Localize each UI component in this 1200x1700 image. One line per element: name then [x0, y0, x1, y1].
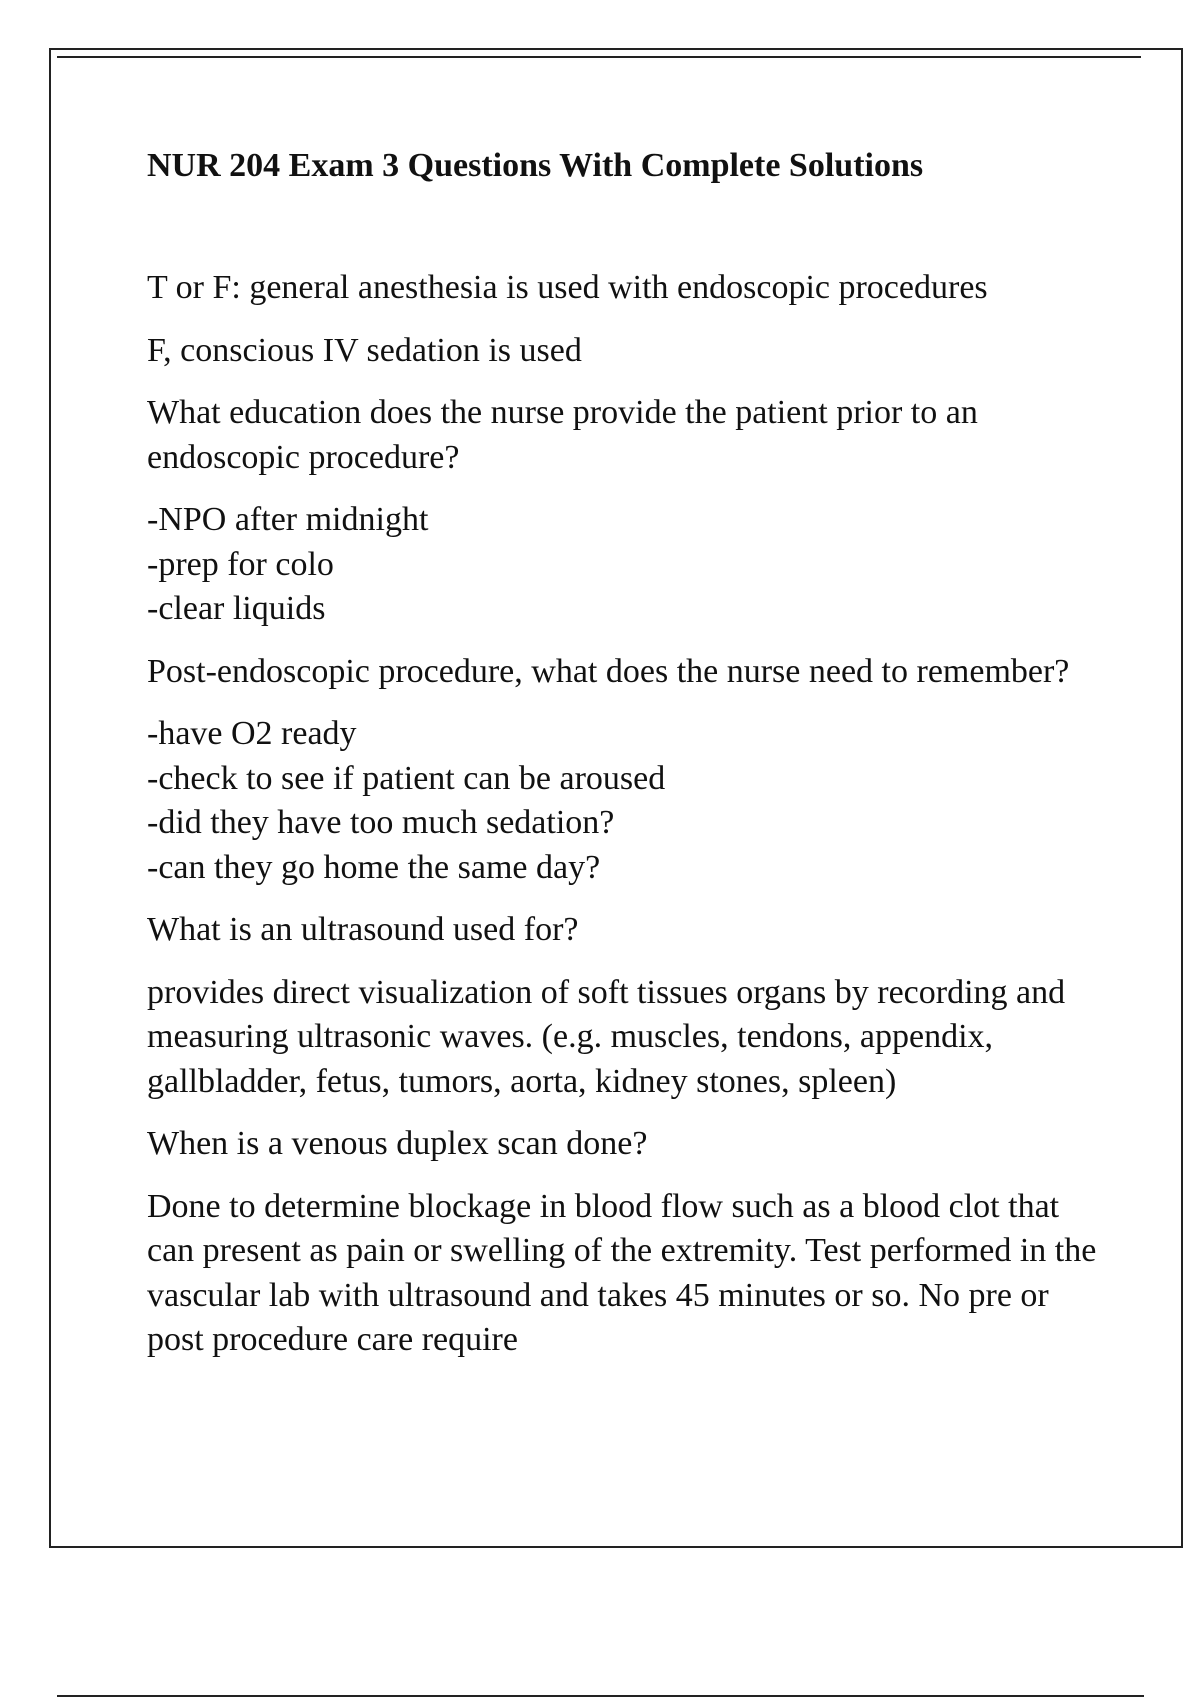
document-content [147, 146, 1107, 1381]
answer-line: -clear liquids [147, 590, 326, 627]
answer-5: Done to determine blockage in blood flow such as a blood clot that can present as pain or swelling of the extremity. Test performed in the vascular lab with ultrasound and takes 45 minutes or so. No pre or post procedure care require [147, 1187, 1097, 1358]
answer-2 [147, 498, 1107, 632]
page-frame [49, 48, 1183, 1548]
question-1: T or F: general anesthesia is used with endoscopic procedures [147, 269, 988, 306]
bottom-rule [57, 1695, 1144, 1697]
answer-3 [147, 712, 1107, 890]
question-2: What education does the nurse provide the patient prior to an endoscopic procedure? [147, 394, 978, 476]
question-3: Post-endoscopic procedure, what does the nurse need to remember? [147, 652, 1070, 690]
answer-line: -prep for colo [147, 545, 334, 583]
answer-4: provides direct visualization of soft tissues organs by recording and measuring ultrasonic waves. (e.g. muscles, tendons, appendix, gallbladder, fetus, tumors, aorta, kidney stones, spleen) [147, 973, 1066, 1100]
document-title: NUR 204 Exam 3 Questions With Complete Solutions [147, 147, 924, 184]
top-rule [57, 56, 1141, 58]
answer-line: -can they go home the same day? [147, 848, 601, 886]
answer-line: -did they have too much sedation? [147, 804, 615, 841]
question-5: When is a venous duplex scan done? [147, 1125, 648, 1162]
question-4: What is an ultrasound used for? [147, 911, 579, 948]
answer-line: -NPO after midnight [147, 501, 429, 538]
answer-1: F, conscious IV sedation is used [147, 331, 582, 369]
answer-line: -check to see if patient can be aroused [147, 759, 666, 797]
answer-line: -have O2 ready [147, 715, 357, 752]
